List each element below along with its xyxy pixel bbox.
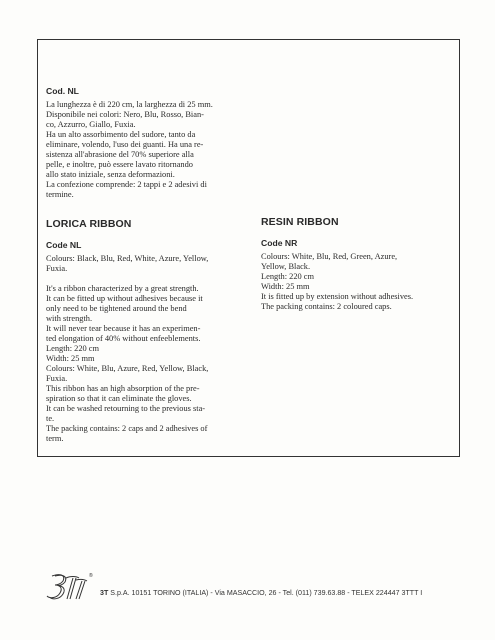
address-text: S.p.A. 10151 TORINO (ITALIA) - Via MASACCIO, 26 - Tel. (011) 739.63.88 - TELEX 224447 3TTT I	[108, 589, 423, 597]
resin-code: Code NR	[261, 238, 298, 248]
resin-ribbon-title: RESIN RIBBON	[261, 216, 339, 228]
company-name: 3T	[100, 589, 109, 597]
3t-logo-icon	[46, 572, 90, 602]
company-address	[100, 589, 422, 597]
lorica-description: It's a ribbon characterized by a great strength. It can be fitted up without adhesives because it only need to be tightened around the bend with strength. It will never tear because it has an experimen- ted elongation of 40% without enfeeblements. Length: 220 cm Width: 25 mm Colours: White, Blu, Azure, Red, Yellow, Black, Fuxia. This ribbon has an high absorption of the pre- spiration so that it can eliminate the gloves. It can be washed retourning to the previous sta- te. The packing contains: 2 caps and 2 adhesives of term.	[46, 284, 209, 443]
italian-description: La lunghezza è di 220 cm, la larghezza di 25 mm. Disponibile nei colori: Nero, Blu, Rosso, Bian- co, Azzurro, Giallo, Fuxia. Ha un alto assorbimento del sudore, tanto da eliminare, volendo, l'uso dei guanti. Ha una re- sistenza all'abrasione del 70% superiore alla pelle, e inoltre, può essere lavato ritornando allo stato iniziale, senza deformazioni. La confezione comprende: 2 tappi e 2 adesivi di termine.	[46, 100, 213, 199]
footer	[46, 572, 466, 602]
resin-description: Colours: White, Blu, Red, Green, Azure, Yellow, Black. Length: 220 cm Width: 25 mm It is fitted up by extension without adhesives. The packing contains: 2 coloured caps.	[261, 252, 414, 311]
lorica-colours: Colours: Black, Blu, Red, White, Azure, Yellow, Fuxia.	[46, 254, 209, 273]
registered-mark: ®	[89, 573, 93, 579]
lorica-code: Code NL	[46, 240, 82, 250]
left-column	[46, 86, 246, 444]
lorica-ribbon-title: LORICA RIBBON	[46, 218, 132, 230]
italian-code: Cod. NL	[46, 86, 79, 96]
right-column	[261, 216, 456, 312]
